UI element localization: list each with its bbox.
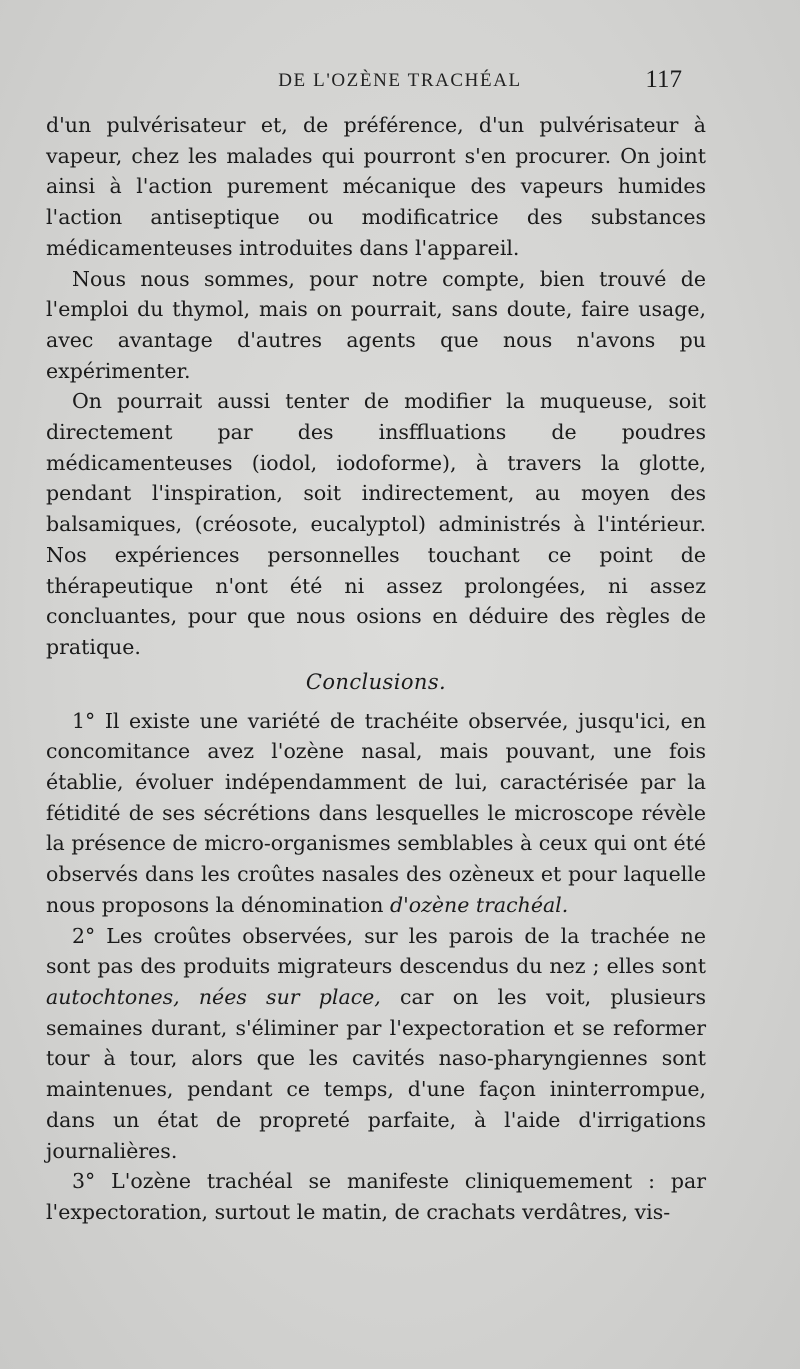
running-title: DE L'OZÈNE TRACHÉAL bbox=[278, 70, 522, 91]
paragraph-continued: d'un pulvérisateur et, de préférence, d'un pulvérisateur à vapeur, chez les malades qui pourront s'en procurer. On joint ainsi à l'action purement mécanique des vapeurs humides l'action antiseptique ou modificatrice des substances médicamenteuses introduites dans l'appareil. bbox=[46, 113, 706, 260]
paragraph-insufflations: On pourrait aussi tenter de modifier la muqueuse, soit directement par des insffluations de poudres médicamenteuses (iodol, iodoforme), à travers la glotte, pendant l'inspiration, soit indirectement, au moyen des balsamiques, (créosote, eucalyptol) administrés à l'intérieur. Nos expériences personnelles touchant ce point de thérapeutique n'ont été ni assez prolongées, ni assez concluantes, pour que nous osions en déduire des règles de pratique. bbox=[46, 389, 706, 659]
conclusion-2-text-b: car on les voit, plusieurs semaines durant, s'éliminer par l'expectoration et se reformer tour à tour, alors que les cavités naso-pharyngiennes sont maintenues, pendant ce temps, d'une façon ininterrompue, dans un état de propreté parfaite, à l'aide d'irrigations journalières. bbox=[46, 984, 706, 1163]
conclusion-2-text-a: 2° Les croûtes observées, sur les parois de la trachée ne sont pas des produits migrateurs descendus du nez ; elles sont bbox=[46, 923, 706, 979]
conclusion-1-text: 1° Il existe une variété de trachéite observée, jusqu'ici, en concomitance avez l'ozène nasal, mais pouvant, une fois établie, évoluer indépendamment de lui, caractérisée par la fétidité de ses sécrétions dans lesquelles le microscope révèle la présence de micro-organismes semblables à ceux qui ont été observés dans les croûtes nasales des ozèneux et pour laquelle nous proposons la dénomination bbox=[46, 708, 706, 917]
conclusion-3: 3° L'ozène trachéal se manifeste cliniquemement : par l'expectoration, surtout le matin, de crachats verdâtres, vis- bbox=[46, 1169, 706, 1224]
section-heading-conclusions: Conclusions. bbox=[305, 669, 447, 694]
page-number: 117 bbox=[645, 66, 682, 93]
conclusion-2 bbox=[46, 921, 706, 1167]
paragraph-thymol: Nous nous sommes, pour notre compte, bien trouvé de l'emploi du thymol, mais on pourrait, sans doute, faire usage, avec avantage d'autres agents que nous n'avons pu expérimenter. bbox=[46, 266, 706, 383]
running-head bbox=[0, 66, 800, 100]
conclusion-1-term: d'ozène trachéal. bbox=[390, 892, 569, 917]
body-text bbox=[46, 110, 706, 1228]
conclusion-2-emphasis: autochtones, nées sur place, bbox=[46, 984, 381, 1009]
conclusion-1 bbox=[46, 706, 706, 921]
